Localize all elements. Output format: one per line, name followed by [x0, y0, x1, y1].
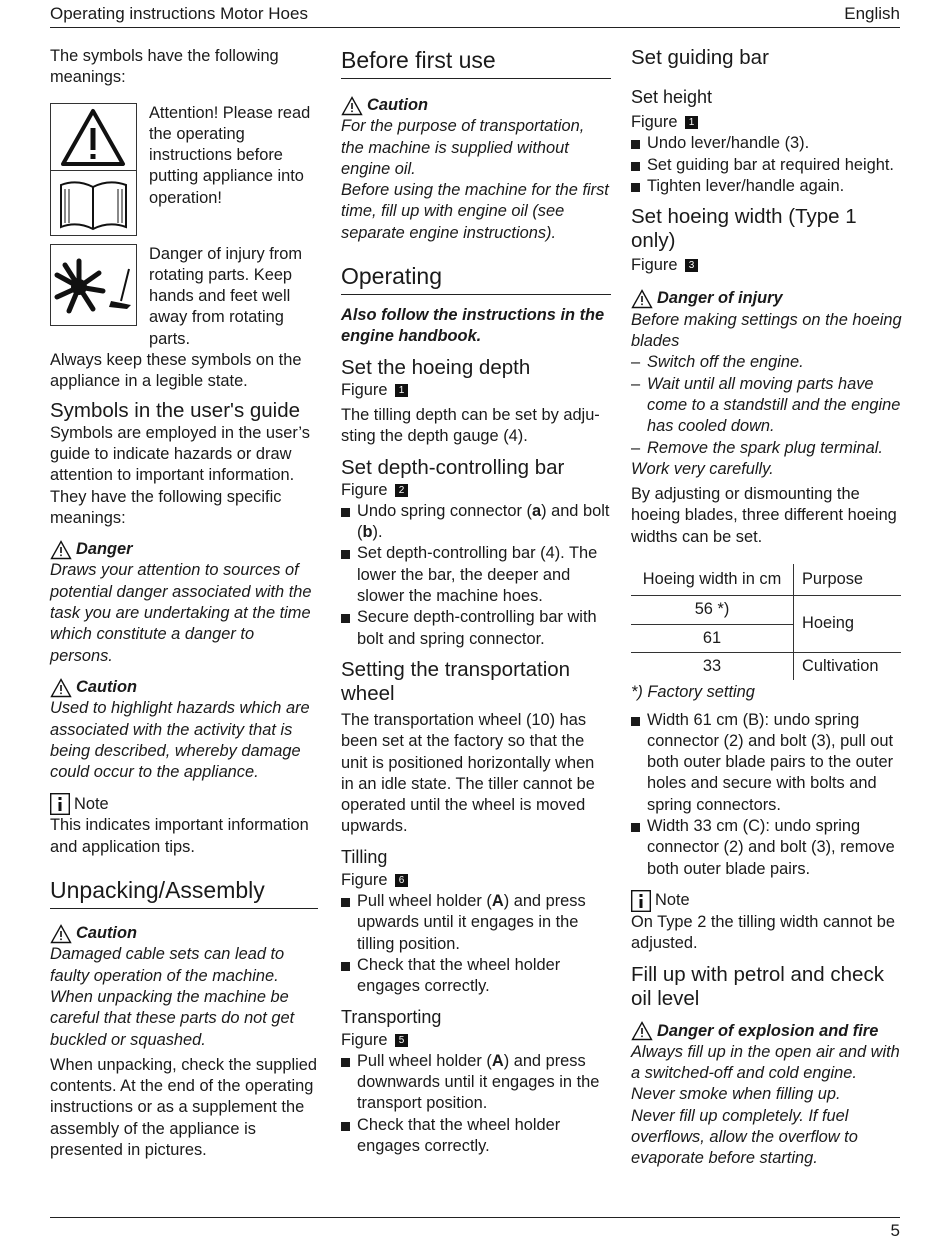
note-text: This indicates important information and application tips.	[50, 816, 309, 856]
table-cell-purpose-hoeing: Hoeing	[794, 596, 902, 653]
figure-number-badge: 5	[395, 1034, 408, 1047]
column-1	[50, 46, 318, 1161]
warning-triangle-icon	[631, 289, 653, 309]
hoeing-width-heading: Set hoeing width (Type 1 only)	[631, 205, 857, 253]
tilling-steps	[341, 891, 611, 997]
info-icon	[631, 890, 651, 912]
table-row	[631, 652, 901, 680]
column-2	[341, 46, 611, 1157]
transport-wheel-text: The transportation wheel (10) has been set at the factory so that the unit is positioned horizontally when in an idle state. The tiller cannot be operated until the wheel is moved upwards.	[341, 710, 595, 836]
transporting-heading: Transporting	[341, 1006, 442, 1027]
note-label: Note	[50, 793, 318, 815]
figure-number-badge: 2	[395, 484, 408, 497]
unpacking-caution-label: Caution	[50, 923, 318, 944]
before-first-use-heading: Before first use	[341, 46, 611, 79]
unpacking-text: When unpacking, check the supplied contents. At the end of the operating instructions or as a supplement the assembly of the appliance is presented in pictures.	[50, 1055, 317, 1159]
injury-label: Danger of injury	[631, 288, 903, 309]
symbol-row-rotating-parts	[50, 244, 318, 350]
list-item: Set guiding bar at required height.	[631, 155, 903, 176]
type2-note-label: Note	[631, 890, 903, 912]
keep-symbols-text: Always keep these symbols on the appliance in a legible state.	[50, 351, 302, 391]
caution-text: Used to highlight hazards which are associated with the activity that is being described, whereby damage could occur to the appliance.	[50, 699, 310, 782]
warning-triangle-icon	[50, 678, 72, 698]
injury-text: Before making settings on the hoeing blades	[631, 310, 902, 351]
list-item: Pull wheel holder (A) and press upwards until it engages in the tilling position.	[341, 891, 611, 955]
list-item: Check that the wheel holder engages correctly.	[341, 955, 611, 998]
header-rule	[50, 27, 900, 28]
footer-rule	[50, 1217, 900, 1218]
read-manual-symbol-icon	[50, 103, 137, 236]
hoeing-width-table	[631, 564, 901, 680]
list-item: Width 61 cm (B): undo spring connector (2) and bolt (3), pull out both outer blade pairs to the outer holes and secure with bolts and spring connectors.	[631, 710, 903, 816]
injury-careful: Work very carefully.	[631, 459, 774, 478]
list-item: Undo spring connector (a) and bolt (b).	[341, 501, 611, 544]
symbol-row-read-instructions	[50, 103, 318, 236]
page-number: 5	[890, 1221, 900, 1240]
list-item: – Wait until all moving parts have come to a standstill and the engine has cooled down.	[631, 374, 903, 438]
figure-number-badge: 1	[395, 384, 408, 397]
list-item: Tighten lever/handle again.	[631, 176, 903, 197]
factory-setting-note: *) Factory setting	[631, 683, 755, 702]
explosion-danger-label: Danger of explosion and fire	[631, 1021, 903, 1042]
table-cell-purpose: Cultivation	[802, 656, 879, 675]
set-height-figure-ref: Figure 1	[631, 112, 903, 133]
danger-label: Danger	[50, 539, 318, 560]
symbols-guide-text: Symbols are employed in the user’s guide to indicate hazards or draw attention to important information. They have the following specific meanings:	[50, 423, 310, 527]
list-item: – Switch off the engine.	[631, 352, 903, 373]
table-cell-width: 61	[631, 624, 794, 652]
table-row	[631, 596, 901, 624]
info-icon	[50, 793, 70, 815]
list-item: Pull wheel holder (A) and press downwards until it engages in the transport position.	[341, 1051, 611, 1115]
running-header-title: Operating instructions Motor Hoes	[50, 4, 308, 23]
figure-number-badge: 3	[685, 259, 698, 272]
table-cell-width: 33	[631, 652, 794, 680]
running-header-language: English	[844, 4, 900, 23]
table-header-purpose: Purpose	[794, 564, 902, 596]
list-item: Undo lever/handle (3).	[631, 133, 903, 154]
first-use-caution-label: Caution	[341, 95, 611, 116]
figure-number-badge: 1	[685, 116, 698, 129]
depth-bar-heading: Set depth-controlling bar	[341, 455, 565, 479]
hoeing-depth-heading: Set the hoeing depth	[341, 355, 531, 379]
operating-heading: Operating	[341, 262, 611, 295]
unpacking-heading: Unpacking/Assembly	[50, 876, 318, 909]
hoeing-depth-figure-ref: Figure 1	[341, 380, 611, 401]
adjust-text: By adjusting or dismounting the hoeing blades, three different hoeing widths can be set.	[631, 485, 897, 546]
danger-text: Draws your attention to sources of potential danger associated with the task you are undertaking at the time which constitute a danger to persons.	[50, 561, 312, 665]
tilling-heading: Tilling	[341, 846, 388, 867]
table-header-width: Hoeing width in cm	[631, 564, 794, 596]
column-3	[631, 46, 903, 1170]
warning-triangle-icon	[631, 1021, 653, 1041]
symbols-guide-heading: Symbols in the user's guide	[50, 398, 301, 422]
unpacking-caution-text: Damaged cable sets can lead to faulty operation of the machine. When unpacking the machine be careful that these parts do not get buckled or squashed.	[50, 945, 295, 1049]
fire-text-1: Always fill up in the open air and with a switched-off and cold engine.	[631, 1042, 900, 1083]
guiding-bar-heading: Set guiding bar	[631, 46, 769, 69]
fire-text-3: Never fill up completely. If fuel overflows, allow the overflow to evaporate before starting.	[631, 1106, 858, 1168]
transporting-figure-ref: Figure 5	[341, 1030, 611, 1051]
transporting-steps	[341, 1051, 611, 1157]
transport-wheel-heading: Setting the transportation wheel	[341, 657, 571, 705]
warning-triangle-icon	[50, 924, 72, 944]
list-item: Check that the wheel holder engages correctly.	[341, 1115, 611, 1158]
depth-bar-figure-ref: Figure 2	[341, 480, 611, 501]
warning-triangle-icon	[50, 540, 72, 560]
operating-note: Also follow the instructions in the engine handbook.	[341, 306, 605, 346]
table-cell-width: 56 *)	[631, 596, 794, 624]
first-use-text-1: For the purpose of transportation, the machine is supplied without engine oil.	[341, 117, 585, 178]
rotating-parts-symbol-icon	[50, 244, 137, 326]
depth-bar-steps	[341, 501, 611, 650]
list-item: Set depth-controlling bar (4). The lower the bar, the deeper and slower the machine hoes.	[341, 543, 611, 607]
list-item: Secure depth-controlling bar with bolt and spring connector.	[341, 607, 611, 650]
symbol-rotating-parts-text: Danger of injury from rotating parts. Keep hands and feet well away from rotating parts.	[149, 244, 303, 348]
first-use-text-2: Before using the machine for the first time, fill up with engine oil (see separate engine instructions).	[341, 181, 609, 242]
list-item: Width 33 cm (C): undo spring connector (2) and bolt (3), remove both outer blade pairs.	[631, 816, 903, 880]
symbols-intro: The symbols have the following meanings:	[50, 47, 279, 87]
tilling-figure-ref: Figure 6	[341, 870, 611, 891]
hoeing-width-figure-ref: Figure 3	[631, 255, 903, 276]
injury-steps	[631, 352, 903, 458]
set-height-steps	[631, 133, 903, 197]
hoeing-depth-text: The tilling depth can be set by adju-sting the depth gauge (4).	[341, 405, 600, 446]
caution-label: Caution	[50, 677, 318, 698]
symbol-read-instructions-text: Attention! Please read the operating instructions before putting appliance into operation!	[149, 103, 311, 207]
set-height-heading: Set height	[631, 87, 713, 107]
figure-number-badge: 6	[395, 874, 408, 887]
warning-triangle-icon	[341, 96, 363, 116]
type2-note-text: On Type 2 the tilling width cannot be adjusted.	[631, 912, 895, 953]
width-steps	[631, 710, 903, 880]
table-header-row	[631, 564, 901, 596]
fill-up-heading: Fill up with petrol and check oil level	[631, 962, 884, 1010]
fire-text-2: Never smoke when filling up.	[631, 1085, 841, 1104]
list-item: – Remove the spark plug terminal.	[631, 438, 903, 459]
